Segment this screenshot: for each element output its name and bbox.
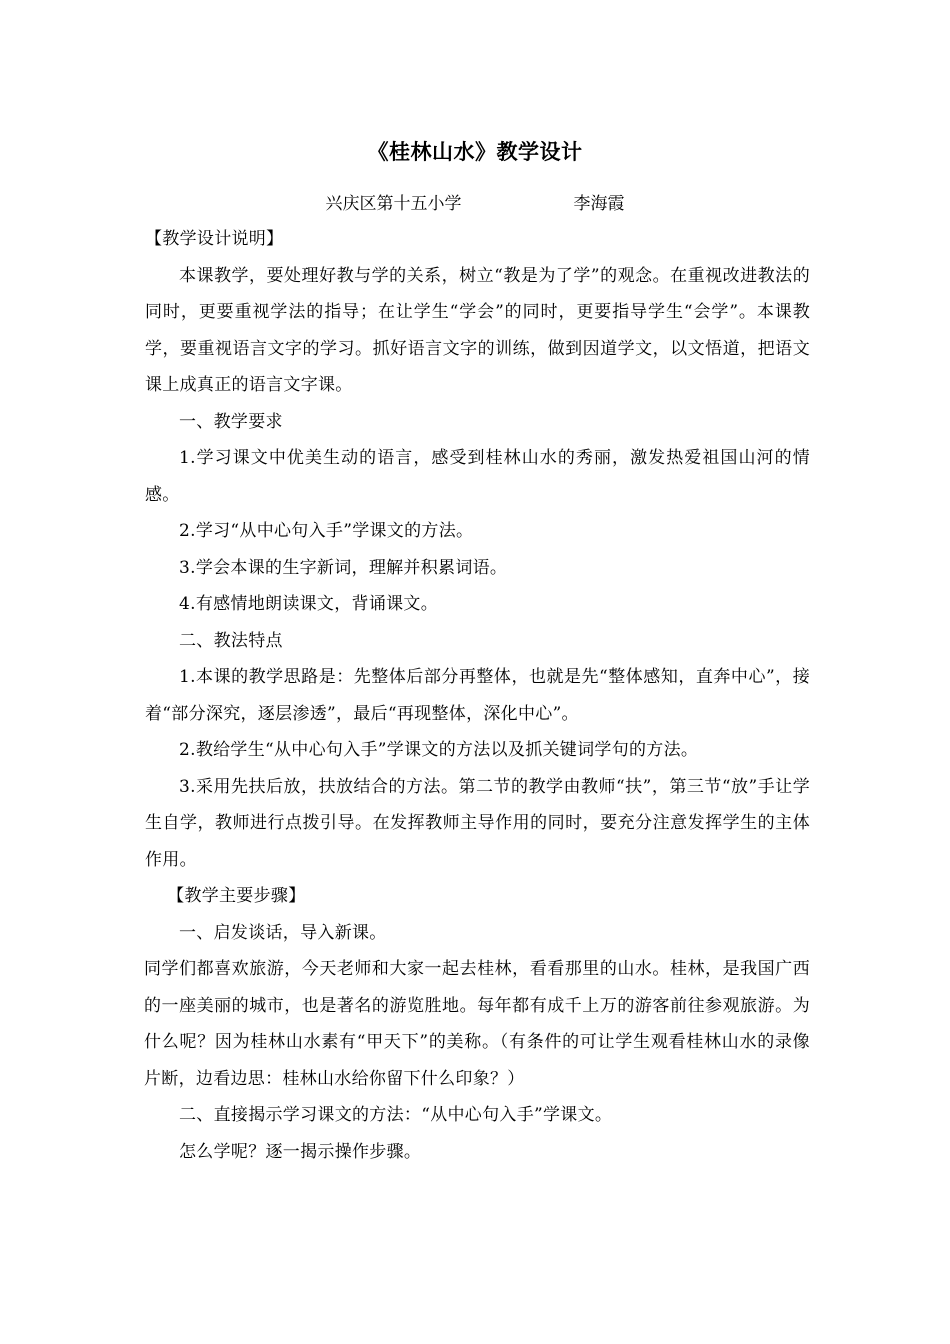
paragraph-step-one: 同学们都喜欢旅游，今天老师和大家一起去桂林，看看那里的山水。桂林，是我国广西的一座美丽的城市，也是著名的游览胜地。每年都有成千上万的游客前往参观旅游。为什么呢？因为桂林山水素有“甲天下”的美称。（有条件的可让学生观看桂林山水的录像片断，边看边思：桂林山水给你留下什么印象？） — [144, 959, 810, 1089]
step-heading: 一、启发谈话，导入新课。 — [179, 922, 387, 943]
document-body — [145, 221, 810, 1170]
section-heading-requirements: 一、教学要求 — [179, 411, 283, 432]
step-heading: 二、直接揭示学习课文的方法：“从中心句入手”学课文。 — [179, 1105, 613, 1125]
list-item: 3.采用先扶后放，扶放结合的方法。第二节的教学由教师“扶”，第三节“放”手让学生自学，教师进行点拨引导。在发挥教师主导作用的同时，要充分注意发挥学生的主体作用。 — [145, 776, 810, 870]
paragraph-step-two: 怎么学呢？逐一揭示操作步骤。 — [179, 1141, 422, 1162]
list-item: 2.学习“从中心句入手”学课文的方法。 — [179, 521, 474, 541]
list-item: 1.学习课文中优美生动的语言，感受到桂林山水的秀丽，激发热爱祖国山河的情感。 — [145, 448, 810, 505]
school-name: 兴庆区第十五小学 — [325, 194, 462, 214]
section-heading-steps: 【教学主要步骤】 — [167, 886, 306, 906]
list-item: 1.本课的教学思路是：先整体后部分再整体，也就是先“整体感知，直奔中心”，接着“部分深究，逐层渗透”，最后“再现整体，深化中心”。 — [145, 667, 810, 724]
document-title: 《桂林山水》教学设计 — [367, 140, 583, 164]
paragraph-intro: 本课教学，要处理好教与学的关系，树立“教是为了学”的观念。在重视改进教法的同时，更要重视学法的指导；在让学生“学会”的同时，更要指导学生“会学”。本课教学，要重视语言文字的学习。抓好语言文字的训练，做到因道学文，以文悟道，把语文课上成真正的语言文字课。 — [145, 265, 810, 395]
author-name: 李海霞 — [573, 194, 625, 214]
list-item: 4.有感情地朗读课文，背诵课文。 — [179, 594, 439, 614]
author-line — [0, 189, 950, 214]
list-item: 3.学会本课的生字新词，理解并积累词语。 — [179, 557, 508, 578]
section-heading-design-notes: 【教学设计说明】 — [145, 229, 284, 249]
list-item: 2.教给学生“从中心句入手”学课文的方法以及抓关键词学句的方法。 — [179, 740, 699, 760]
section-heading-method: 二、教法特点 — [179, 630, 283, 651]
